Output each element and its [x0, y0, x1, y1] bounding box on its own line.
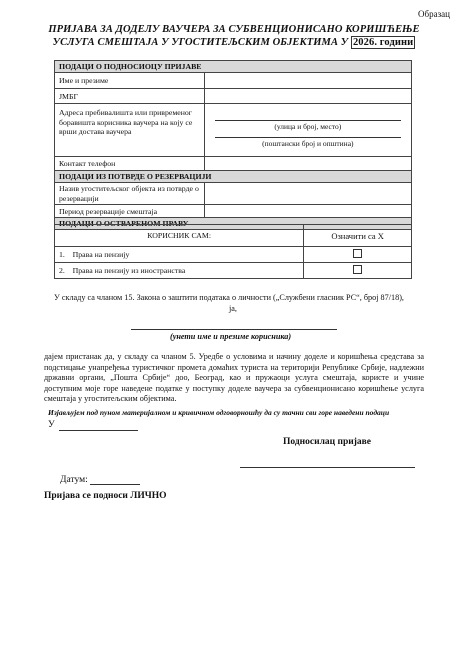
name-row	[55, 73, 412, 89]
title-line-2	[20, 36, 448, 49]
form-label: Образац	[418, 9, 450, 19]
phone-field[interactable]	[204, 157, 411, 171]
pension-checkbox[interactable]	[353, 249, 362, 258]
rights-row-2	[55, 263, 412, 279]
title-line-1: ПРИЈАВА ЗА ДОДЕЛУ ВАУЧЕРА ЗА СУБВЕНЦИОНИСАНО КОРИШЋЕЊЕ	[48, 24, 420, 35]
name-caption: (унети име и презиме корисника)	[170, 332, 292, 341]
period-row	[55, 205, 412, 218]
application-form-table	[54, 60, 412, 230]
facility-field[interactable]	[204, 183, 411, 205]
phone-row	[55, 157, 412, 171]
date-label: Датум:	[60, 475, 88, 485]
date-field[interactable]	[90, 484, 140, 485]
rights-row-1-label-cell	[55, 247, 304, 263]
signature-line[interactable]	[240, 467, 415, 468]
address-line-2[interactable]	[215, 131, 401, 138]
address-label: Адреса пребивалишта или привременог боравишта корисника ваучера на коју се врши достава ваучера	[55, 104, 205, 157]
address-field[interactable]	[204, 104, 411, 157]
address-caption-1: (улица и број, место)	[274, 122, 342, 131]
rights-row-1-num: 1.	[59, 250, 65, 259]
applicant-label: Подносилац пријаве	[283, 437, 372, 447]
phone-label: Контакт телефон	[55, 157, 205, 171]
address-caption-2: (поштански број и општина)	[262, 139, 354, 148]
rights-row-1-label: Права на пензију	[72, 250, 130, 259]
rights-header-row	[55, 225, 412, 247]
foreign-pension-checkbox[interactable]	[353, 265, 362, 274]
title-line-2-text: УСЛУГА СМЕШТАЈА У УГОСТИТЕЉСКИМ ОБЈЕКТИМА У	[52, 37, 349, 48]
facility-row	[55, 183, 412, 205]
rights-row-2-num: 2.	[59, 266, 65, 275]
consent-line-1: У складу са чланом 15. Закона о заштити података о личности („Службени гласник РС“, број 87/18),	[54, 293, 404, 302]
rights-row-2-label: Права на пензију из иностранства	[72, 266, 186, 275]
period-label: Период резервације смештаја	[55, 205, 205, 218]
place-field[interactable]	[59, 430, 138, 431]
rights-col-mark: Означити са Х	[304, 225, 412, 247]
jmbg-label: ЈМБГ	[55, 89, 205, 104]
section-applicant-header-row	[55, 61, 412, 73]
name-label: Име и презиме	[55, 73, 205, 89]
place-label: У	[48, 420, 55, 430]
section-applicant-header: ПОДАЦИ О ПОДНОСИОЦУ ПРИЈАВЕ	[55, 61, 412, 73]
jmbg-row	[55, 89, 412, 104]
rights-row-1-mark-cell	[304, 247, 412, 263]
consent-paragraph: дајем пристанак да, у складу са чланом 5. Уредбе о условима и начину доделе и коришћења средстава за подстицање унапређења туристичког промета домаћих туриста на територији Републике Србије, надлежни државни органи, „Пошта Србије“ доо, Београд, као и пружаоци услуга смештаја, користе и учине доступним моје горе наведене податке у поступку доделе ваучера за субвенционисано коришћење услуга смештаја у угоститељским објектима.	[44, 352, 424, 403]
address-row	[55, 104, 412, 157]
title-year: 2026. години	[352, 37, 414, 48]
section-reservation-header-row	[55, 171, 412, 183]
name-field[interactable]	[204, 73, 411, 89]
period-field[interactable]	[204, 205, 411, 218]
rights-col-user: КОРИСНИК САМ:	[55, 225, 304, 247]
user-name-line[interactable]	[131, 329, 337, 330]
page-title	[20, 23, 448, 49]
section-reservation-header: ПОДАЦИ ИЗ ПОТВРДЕ О РЕЗЕРВАЦИЈИ	[55, 171, 412, 183]
section-rights-header: ПОДАЦИ О ОСТВАРЕНОМ ПРАВУ	[55, 218, 412, 230]
consent-line-2: ја,	[229, 304, 237, 313]
jmbg-field[interactable]	[204, 89, 411, 104]
footer-note: Пријава се подноси ЛИЧНО	[44, 491, 167, 501]
rights-table	[54, 224, 412, 279]
rights-row-2-mark-cell	[304, 263, 412, 279]
declaration: Изјављујем под пуном материјалном и кривичном одговорношћу да су тачни сви горе наведени подаци	[48, 408, 390, 417]
rights-row-1	[55, 247, 412, 263]
rights-row-2-label-cell	[55, 263, 304, 279]
address-line-1[interactable]	[215, 112, 401, 121]
facility-label: Назив угоститељског објекта из потврде о резервацији	[55, 183, 205, 205]
